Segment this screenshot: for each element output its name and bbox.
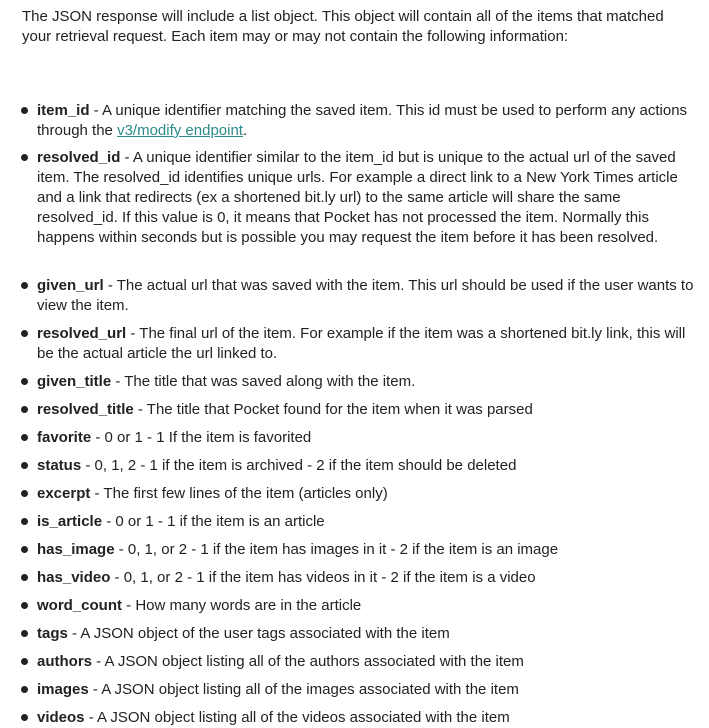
field-description: - A JSON object listing all of the videos associated with the item <box>84 709 510 726</box>
bullet-icon <box>21 378 28 385</box>
field-description-end: . <box>242 122 248 139</box>
bullet-icon <box>21 574 28 581</box>
bullet-icon <box>21 282 28 289</box>
field-text <box>37 596 697 616</box>
field-name: tags <box>37 625 68 642</box>
bullet-icon <box>21 518 28 525</box>
field-description: - The first few lines of the item (articles only) <box>90 485 388 502</box>
field-name: images <box>37 681 89 698</box>
field-text <box>37 372 697 392</box>
bullet-icon <box>21 462 28 469</box>
field-text <box>37 624 697 644</box>
field-text <box>37 148 697 248</box>
field-description: - A JSON object of the user tags associated with the item <box>67 625 450 642</box>
bullet-icon <box>21 658 28 665</box>
field-description: - 0, 1, 2 - 1 if the item is archived - 2 if the item should be deleted <box>81 457 517 474</box>
field-name: has_video <box>37 569 111 586</box>
field-name: authors <box>37 653 93 670</box>
bullet-icon <box>21 630 28 637</box>
field-name: has_image <box>37 541 115 558</box>
field-description: - The actual url that was saved with the item. This url should be used if the user wants to view the item. <box>37 277 694 314</box>
modify-endpoint-link[interactable]: v3/modify endpoint <box>117 122 243 139</box>
field-description: - How many words are in the article <box>122 597 362 614</box>
field-text <box>37 276 697 316</box>
field-description: - 0 or 1 - 1 If the item is favorited <box>91 429 312 446</box>
field-description: - A JSON object listing all of the authors associated with the item <box>92 653 524 670</box>
field-description: - 0, 1, or 2 - 1 if the item has images in it - 2 if the item is an image <box>114 541 559 558</box>
field-description: - A unique identifier similar to the item_id but is unique to the actual url of the saved item. The resolved_id identifies unique urls. For example a direct link to a New York Times article and a link that redirects (ex a shortened bit.ly url) to the same article will share the same resolved_id. If this value is 0, it means that Pocket has not processed the item. Normally this happens within seconds but is possible you may request the item before it has been resolved. <box>37 149 678 246</box>
field-text <box>37 680 697 700</box>
bullet-icon <box>21 434 28 441</box>
intro-paragraph: The JSON response will include a list object. This object will contain all of the items that matched your retrieval request. Each item may or may not contain the following information: <box>22 8 664 45</box>
field-description: - A unique identifier matching the saved item. This id must be used to perform any actions through the <box>37 102 688 139</box>
bullet-icon <box>21 107 28 114</box>
field-text <box>37 400 697 420</box>
bullet-icon <box>21 714 28 721</box>
field-text <box>37 456 697 476</box>
field-name: word_count <box>37 597 122 614</box>
field-description: - A JSON object listing all of the images associated with the item <box>88 681 519 698</box>
bullet-icon <box>21 490 28 497</box>
bullet-icon <box>21 330 28 337</box>
field-name: resolved_title <box>37 401 134 418</box>
field-text <box>37 428 697 448</box>
field-text <box>37 568 697 588</box>
field-text <box>37 540 697 560</box>
field-name: excerpt <box>37 485 91 502</box>
bullet-icon <box>21 546 28 553</box>
field-description: - 0 or 1 - 1 if the item is an article <box>102 513 325 530</box>
field-name: favorite <box>37 429 92 446</box>
field-text <box>37 652 697 672</box>
bullet-icon <box>21 602 28 609</box>
field-description: - The title that was saved along with the item. <box>111 373 416 390</box>
field-name: given_title <box>37 373 112 390</box>
field-text <box>37 512 697 532</box>
field-text <box>37 101 697 141</box>
field-name: item_id <box>37 102 90 119</box>
field-description: - The final url of the item. For example if the item was a shortened bit.ly link, this will be the actual article the url linked to. <box>37 325 686 362</box>
field-name: resolved_id <box>37 149 121 166</box>
field-description: - The title that Pocket found for the item when it was parsed <box>133 401 533 418</box>
bullet-icon <box>21 154 28 161</box>
field-text <box>37 708 697 728</box>
bullet-icon <box>21 686 28 693</box>
field-name: is_article <box>37 513 103 530</box>
field-name: given_url <box>37 277 104 294</box>
field-description: - 0, 1, or 2 - 1 if the item has videos in it - 2 if the item is a video <box>110 569 536 586</box>
field-text <box>37 324 697 364</box>
field-name: resolved_url <box>37 325 127 342</box>
field-name: status <box>37 457 82 474</box>
field-text <box>37 484 697 504</box>
bullet-icon <box>21 406 28 413</box>
field-name: videos <box>37 709 85 726</box>
